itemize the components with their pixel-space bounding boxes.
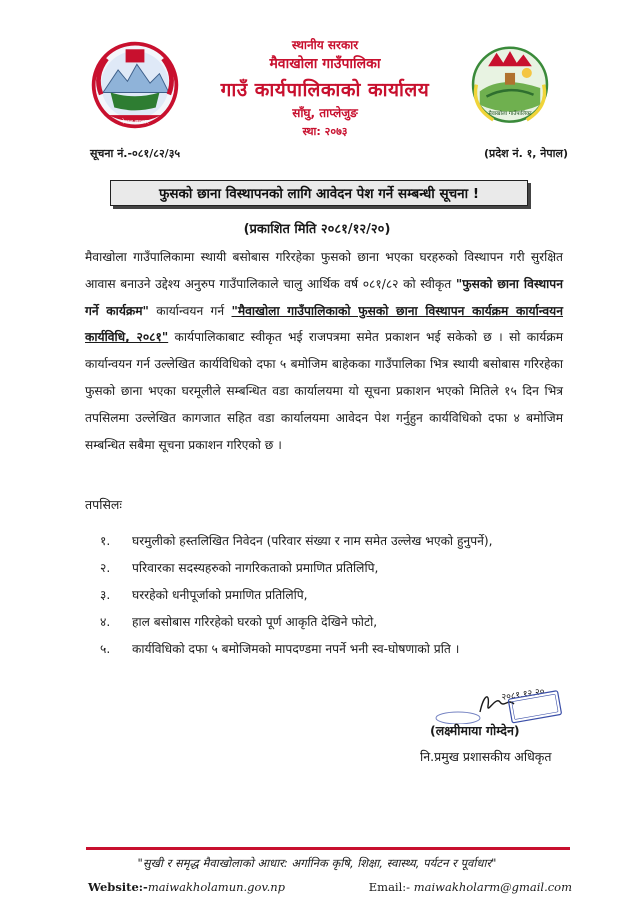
list-item — [100, 528, 560, 555]
list-item-number: २. — [100, 561, 111, 575]
footer-website — [88, 880, 285, 894]
list-item-text: हाल बसोबास गरिरहेको घरको पूर्ण आकृति देखिने फोटो, — [132, 615, 378, 629]
municipality-logo-icon — [468, 40, 552, 126]
notice-title-box — [110, 180, 528, 206]
body-text-part-3: कार्यपालिकाबाट स्वीकृत भई राजपत्रमा समेत प्रकाशन भई सकेको छ । सो कार्यक्रम कार्यान्वयन गर्न उल्लेखित कार्यविधिको दफा ५ बमोजिम बाहेकका गाउँपालिका भित्र स्थायी बसोबास गरिरहेका फुसको छाना भएका घरमूलीले सम्बन्धित वडा कार्यालयमा यो सूचना प्रकाशन भएको मितिले १५ दिन भित्र तपसिलमा उल्लेखित कागजात सहित वडा कार्यालयमा आवेदन पेश गर्नुहुन कार्यविधिको दफा ४ बमोजिम सम्बन्धित सबैमा सूचना प्रकाशन गरिएको छ । — [85, 330, 564, 452]
published-date: (प्रकाशित मिति २०८१/१२/२०) — [243, 222, 391, 237]
notice-body-paragraph — [85, 244, 563, 458]
signature-date: २०८१.१२.२० — [501, 687, 546, 703]
list-item-number: १. — [100, 534, 111, 548]
nepal-emblem-icon — [88, 38, 182, 132]
province-label: (प्रदेश नं. १, नेपाल) — [484, 147, 568, 160]
website-link[interactable]: maiwakholamun.gov.np — [147, 880, 286, 894]
list-item-text: कार्यविधिको दफा ५ बमोजिमको मापदण्डमा नपर्ने भनी स्व-घोषणाको प्रति । — [132, 642, 460, 656]
list-item — [100, 582, 560, 609]
header-municipality-name: मैवाखोला गाउँपालिका — [269, 56, 381, 72]
email-label: Email:- — [368, 880, 414, 894]
program-name-bold: "फुसको छाना विस्थापन गर्ने कार्यक्रम" — [85, 276, 563, 318]
list-item — [100, 609, 560, 636]
body-text-part-2: कार्यान्वयन गर्न — [148, 303, 232, 318]
email-link[interactable]: maiwakholarm@gmail.com — [413, 880, 572, 894]
header-office-name: गाउँ कार्यपालिकाको कार्यालय — [220, 79, 430, 101]
signatory-name: (लक्ष्मीमाया गोम्देन) — [430, 723, 520, 738]
left-emblem-text: नेपाल सरकार — [121, 119, 149, 126]
list-item-number: ५. — [100, 642, 111, 656]
procedure-name-underlined: "मैवाखोला गाउँपालिकाको फुसको छाना विस्थापन कार्यक्रम कार्यान्वयन कार्यविधि, २०८१" — [85, 303, 564, 345]
signature-stamp — [418, 686, 566, 724]
required-documents-list — [100, 528, 560, 663]
right-emblem-text: मैवाखोला गाउँपालिका — [488, 110, 532, 117]
header-established: स्था: २०७३ — [302, 125, 348, 138]
footer-slogan: "सुखी र समृद्ध मैवाखोलाको आधार: अर्गानिक कृषि, शिक्षा, स्वास्थ्य, पर्यटन र पूर्वाधार" — [137, 856, 497, 870]
notice-reference-number: सूचना नं.-०८१/८२/३५ — [90, 147, 181, 160]
list-item-text: घरमुलीको हस्तलिखित निवेदन (परिवार संख्या र नाम समेत उल्लेख भएको हुनुपर्ने), — [132, 534, 493, 548]
header-local-government: स्थानीय सरकार — [291, 38, 359, 52]
website-label: Website:- — [88, 880, 148, 894]
list-item-text: घररहेको धनीपूर्जाको प्रमाणित प्रतिलिपि, — [132, 588, 308, 602]
list-item-number: ४. — [100, 615, 111, 629]
list-item-text: परिवारका सदस्यहरुको नागरिकताको प्रमाणित प्रतिलिपि, — [132, 561, 379, 575]
list-item — [100, 555, 560, 582]
details-label: तपसिलः — [85, 497, 122, 512]
header-location: साँघु, ताप्लेजुङ — [292, 106, 358, 120]
footer-email — [369, 880, 572, 894]
footer-divider — [86, 847, 570, 850]
list-item-number: ३. — [100, 588, 111, 602]
body-text-part-1: मैवाखोला गाउँपालिकामा स्थायी बसोबास गरिरहेका फुसको छाना भएका घरहरुको विस्थापन गरी सुरक्षित आवास बनाउने उद्देश्य अनुरुप गाउँपालिकाले चालु आर्थिक वर्ष ०८१/८२ को स्वीकृत — [85, 250, 563, 291]
list-item — [100, 636, 560, 663]
signatory-title: नि.प्रमुख प्रशासकीय अधिकृत — [420, 749, 552, 764]
notice-title: फुसको छाना विस्थापनको लागि आवेदन पेश गर्ने सम्बन्धी सूचना ! — [158, 186, 480, 202]
